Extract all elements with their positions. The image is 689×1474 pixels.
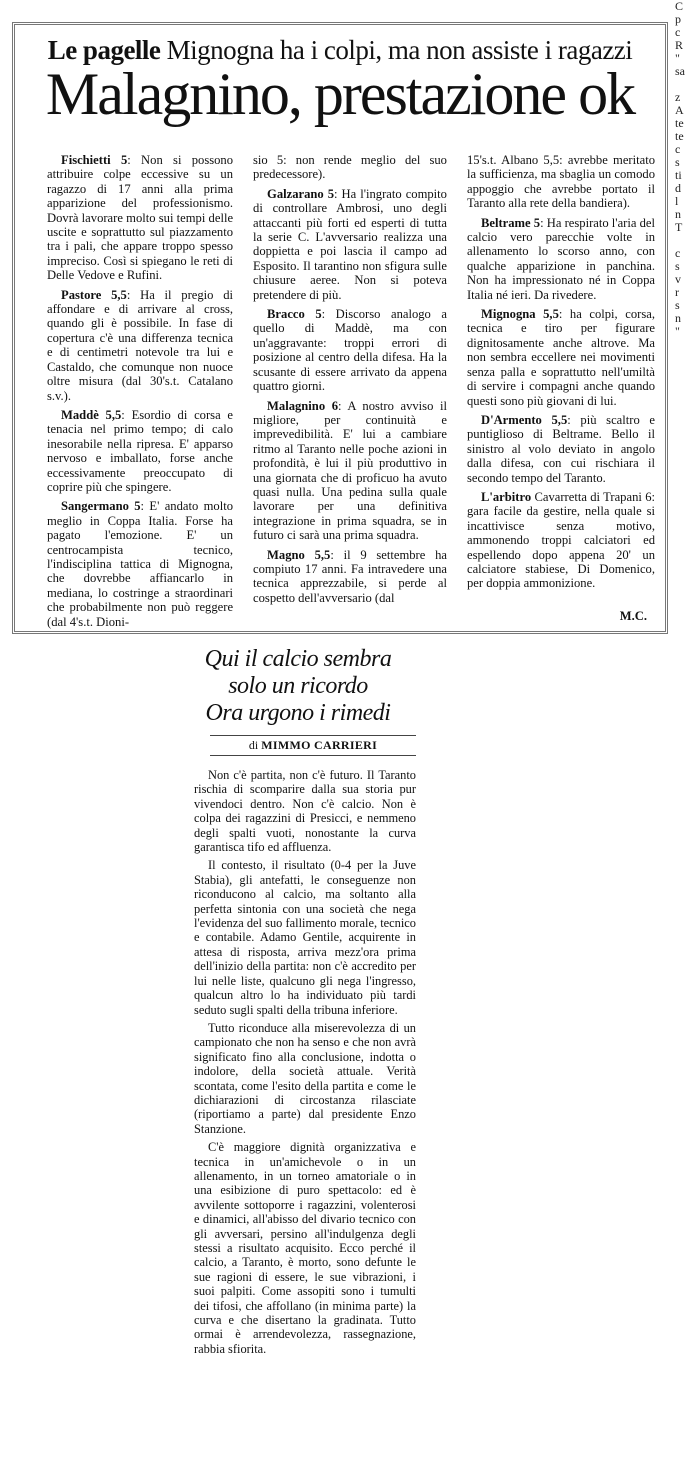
rating-entry [467,490,655,591]
rating-entry [47,153,233,283]
rating-text: : A nostro avviso il migliore, per continuità e imprevedibilità. E' lui a cambiare ritmo al Taranto nelle poche azioni in profondità, è lui il più produttivo in una giornata che di proficuo ha avuto quasi nulla. Una pedina sulla quale lavorare per una definitiva integrazione in prima squadra, se in futuro ci sarà una prima squadra. [253,398,447,543]
adjacent-article-fragment [673,0,689,470]
player-name: Fischietti 5 [61,153,128,167]
rating-entry [467,413,655,485]
player-name: Sangermano 5 [61,499,141,514]
adjacent-article-text: C p c R " sa z A te te c s ti d l n T c s v r s n " [675,0,685,338]
article-paragraph: Tutto riconduce alla miserevolezza di un campionato che non ha senso e che non avrà significato fino alla conclusione, indotta o indolore, della società attuale. Verità scontata, come l'esito della partita e come le dichiarazioni di circostanza rilasciate (riportiamo a parte) dal presidente Enzo Stanzione. [194,1020,416,1136]
rating-continuation: 15's.t. Albano 5,5: avrebbe meritato la sufficienza, ma sbaglia un comodo appoggio che avrebbe portato il Taranto alla rete della bandiera). [466,153,655,211]
byline-author: MIMMO CARRIERI [261,738,378,752]
rating-text: : più scaltro e puntiglioso di Beltrame. Bello il sinistro al volo deviato in angolo dalla difesa, con cui rischiara il secondo tempo del Taranto. [466,412,655,485]
byline-prefix: di [248,738,259,752]
rating-text: : Ha respirato l'aria del calcio vero parecchie volte in allenamento lo scorso anno, con qualche apparizione in panchina. Non ha impressionato né in Coppa Italia né ieri. Da rivedere. [466,215,655,302]
rating-entry [467,216,655,302]
rating-entry [47,288,233,403]
player-name: Galzarano 5 [267,186,335,201]
article-paragraph: Il contesto, il risultato (0-4 per la Juve Stabia), gli antefatti, le conseguenze non riconducono al calcio, ma soltanto alla perfetta sintonia con una società che nega l'evidenza del suo fallimento morale, tecnico e contabile. Adamo Gentile, acquirente in attesa di risposta, arriva mezz'ora prima dell'inizio della partita: non c'è accredito per lui nelle liste, qualcuno gli nega l'ingresso, qualcun altro lo ha individuato più tardi seduto sugli spalti della tribuna inferiore. [194,858,416,1017]
player-name: Pastore 5,5 [61,287,127,302]
byline-rule [210,755,416,756]
kicker-rest: Mignogna ha i colpi, ma non assiste i ragazzi [166,35,633,65]
ratings-column-3 [457,153,665,634]
ratings-column-2 [243,153,457,634]
ratings-column-1 [15,153,243,634]
rating-continuation: sio 5: non rende meglio del suo predecessore). [253,153,447,182]
article-title-line-3: Ora urgono i rimedi [205,700,391,726]
rating-entry [47,499,233,629]
rating-text: : Ha l'ingrato compito di controllare Ambrosi, uno degli attaccanti più forti ed esperti di tutta la serie C. L'avversario realizza una doppietta e poi lascia il campo ad Esposito. Il tarantino non sfigura sulle chiusure aeree. Non si poteva pretendere di più. [253,186,447,302]
rating-entry [253,307,447,393]
rating-text: : ha colpi, corsa, tecnica e tiro per figurare dignitosamente anche altrove. Ma non sembra eccellere nei movimenti senza palla e soprattutto nell'umiltà di servire i compagni anche quando questi sono più giovani di lui. [466,307,655,408]
rating-entry [253,548,447,606]
article-title-line-2: solo un ricordo [228,673,368,699]
ratings-columns [15,153,665,634]
rating-text: : Esordio di corsa e tenacia nel primo tempo; di calo inesorabile nella ripresa. E' apparso nervoso e imballato, forse anche eccessivamente preoccupato di coprire più che spingere. [47,407,234,494]
article-title-line-1: Qui il calcio sembra [204,646,392,672]
player-name: Maddè 5,5 [61,407,122,422]
player-name: D'Armento 5,5 [480,412,568,427]
article-title [180,646,416,727]
rating-text: : il 9 settembre ha compiuto 17 anni. Fa intravedere una tecnica apprezzabile, si perde al cospetto dell'avversario (dal [253,547,447,605]
article-paragraph: C'è maggiore dignità organizzativa e tecnica in un'amichevole o in un allenamento, in un torneo amatoriale o in una esibizione di puro spettacolo: ed è avvilente sottoporre i ragazzini, volenterosi e dinamici, all'abisso del divario tecnico con gli avversari, persino all'indulgenza degli stessi a risultato acquisito. Ecco perché il calcio, a Taranto, è morto, sono defunte le sue ragioni di essere, le sue vibrazioni, i suoi palpiti. Come assopiti sono i tumulti dei tifosi, che affollano (in minima parte) la curva e che disertano la gradinata. Tutto ormai è arrendevolezza, rassegnazione, rabbia sfiorita. [194,1140,416,1356]
player-name: Mignogna 5,5 [480,307,559,322]
rating-entry [467,307,655,408]
player-name: Bracco 5 [267,307,322,322]
rating-text: : Discorso analogo a quello di Maddè, ma con un'aggravante: troppi errori di posizione al centro della difesa. Ha la scusante di essere arrivato da appena quattro giorni. [253,307,447,394]
rating-text: : Ha il pregio di affondare e di arrivare al cross, quando gli è possibile. In fase di copertura c'è una differenza tecnica e di centimetri notevole tra lui e Castaldo, che comunque non nuoce oltre misura (dal 30's.t. Catalano s.v.). [47,287,234,403]
player-name: L'arbitro [480,489,532,504]
article-paragraph: Non c'è partita, non c'è futuro. Il Taranto rischia di scomparire dalla sua storia pur vivendoci dentro. Non c'è calcio. Non è colpa dei ragazzini di Presicci, e nemmeno degli spalti vuoti, nonostante la curva garantisca tifo ed affluenza. [194,768,416,855]
ratings-box [12,22,668,634]
headline: Malagnino, prestazione ok [45,61,635,127]
player-name: Magno 5,5 [267,547,331,562]
player-name: Malagnino 6 [267,398,339,413]
rating-entry [47,408,233,494]
byline [210,735,416,753]
rating-text: : E' andato molto meglio in Coppa Italia. Forse ha pagato l'emozione. E' un centrocampista tecnico, l'indisciplina tattica di Mignogna, che dovrebbe affiancarlo in mediana, lo costringe a straordinari che probabilmente non può reggere (dal 4's.t. Dioni- [47,499,234,629]
player-name: Beltrame 5 [480,215,541,230]
rating-text: Cavarretta di Trapani 6: gara facile da gestire, nella quale si incattivisce senza motivo, ammonendo troppi calciatori ed espellendo dopo appena 20' un calciatore stabiese, Di Domenico, per doppia ammonizione. [466,489,655,591]
rating-entry [253,399,447,543]
signature: M.C. [619,609,647,623]
rating-entry [253,187,447,302]
article-body [180,768,416,1356]
kicker-bold: Le pagelle [47,35,161,65]
opinion-article [180,646,416,1360]
rating-text: : Non si possono attribuire colpe eccessive su un ragazzo di 17 anni alla prima apparizione del professionismo. Dovrà lavorare molto sui tempi delle uscite e soprattutto sul piazzamento tra i pali, che appare troppo spesso impreciso. Così si spiegano le reti di Delle Vedove e Rufini. [47,153,234,283]
